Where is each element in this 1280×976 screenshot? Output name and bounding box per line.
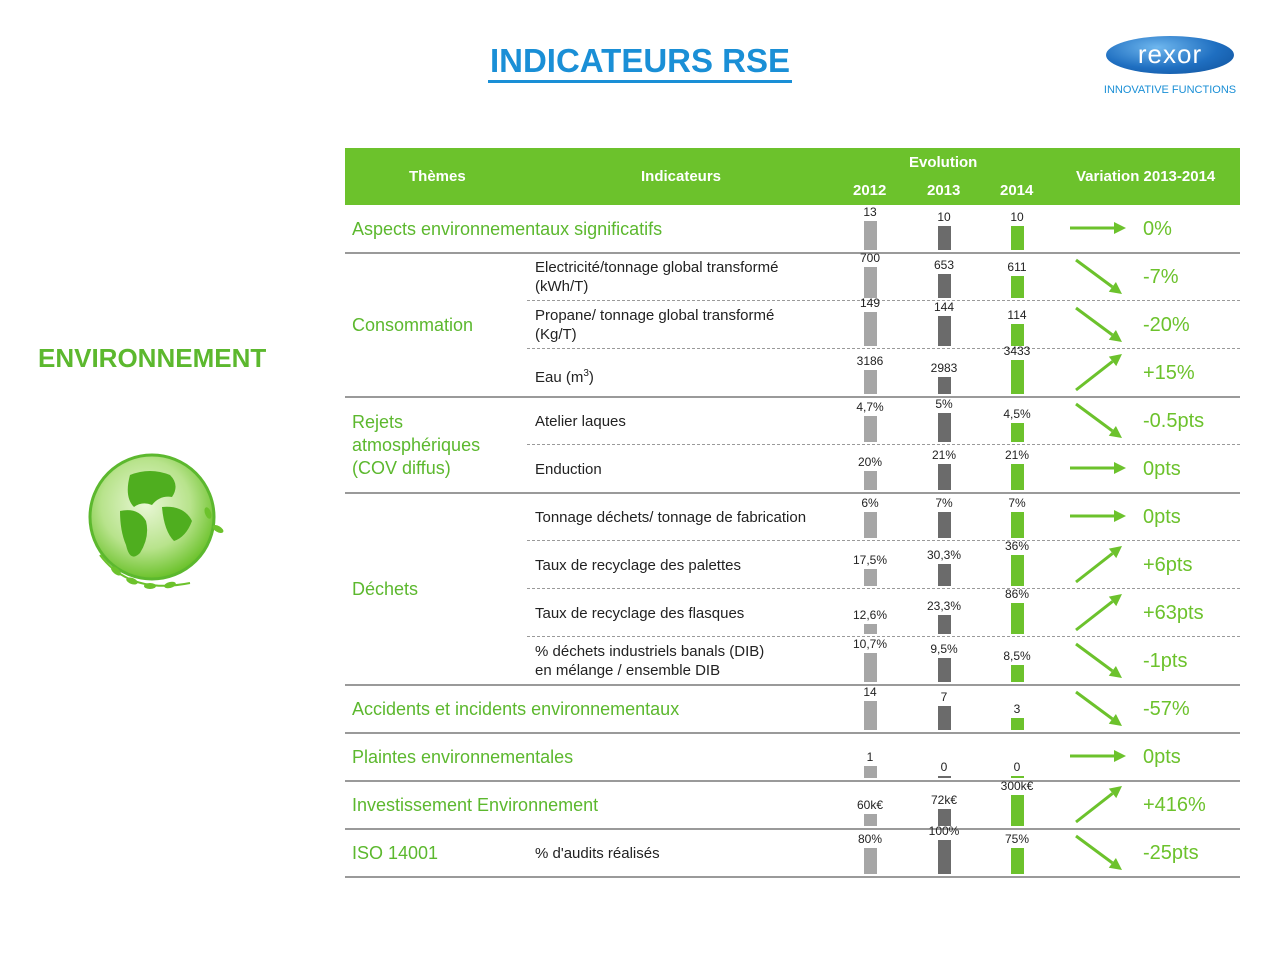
indicator-tonnage-dechets: Tonnage déchets/ tonnage de fabrication bbox=[535, 509, 807, 526]
bar-2012 bbox=[864, 416, 877, 442]
variation-value: -7% bbox=[1143, 266, 1179, 288]
theme-investissement: Investissement Environnement bbox=[352, 795, 599, 815]
variation-value: 0pts bbox=[1143, 746, 1181, 768]
bar-2013 bbox=[938, 316, 951, 346]
trend-down-arrow-icon bbox=[1068, 828, 1130, 884]
indicator-propane-line: Propane/ tonnage global transformé bbox=[535, 307, 775, 324]
bar-2014 bbox=[1011, 603, 1024, 634]
header-themes: Thèmes bbox=[409, 168, 466, 185]
bar-2012 bbox=[864, 221, 877, 250]
theme-accidents: Accidents et incidents environnementaux bbox=[352, 699, 680, 719]
variation-value: -20% bbox=[1143, 314, 1190, 336]
value-2012: 12,6% bbox=[852, 608, 888, 622]
value-2013: 5% bbox=[935, 397, 953, 411]
bar-2014 bbox=[1011, 555, 1024, 586]
value-2012: 4,7% bbox=[856, 400, 884, 414]
value-2012: 13 bbox=[863, 205, 877, 219]
bar-2014 bbox=[1011, 848, 1024, 874]
value-2014: 10 bbox=[1010, 210, 1024, 224]
value-2012: 60k€ bbox=[856, 798, 884, 812]
value-2014: 0 bbox=[1013, 760, 1021, 774]
bar-2012 bbox=[864, 512, 877, 538]
indicator-propane bbox=[535, 306, 845, 344]
value-2014: 300k€ bbox=[1000, 779, 1034, 793]
bar-2013 bbox=[938, 512, 951, 538]
bar-2013 bbox=[938, 776, 951, 778]
indicator-eau: Eau $(m^3)$ bbox=[535, 368, 594, 386]
value-2013: 0 bbox=[940, 760, 948, 774]
value-2012: 149 bbox=[859, 296, 881, 310]
indicator-electricite-line: Electricité/tonnage global transformé bbox=[535, 259, 779, 276]
variation-value: -0.5pts bbox=[1143, 410, 1205, 432]
bar-2014 bbox=[1011, 423, 1024, 442]
bar-2014 bbox=[1011, 324, 1024, 346]
indicator-palettes: Taux de recyclage des palettes bbox=[535, 557, 741, 574]
bar-2012 bbox=[864, 624, 877, 634]
indicator-dib-line: % déchets industriels banals (DIB) bbox=[535, 643, 765, 660]
indicator-dib bbox=[535, 642, 845, 680]
bar-2014 bbox=[1011, 776, 1024, 778]
theme-rejets bbox=[352, 411, 480, 480]
bar-2014 bbox=[1011, 718, 1024, 730]
value-2014: 8,5% bbox=[1003, 649, 1031, 663]
bar-2012 bbox=[864, 653, 877, 682]
value-2013: 21% bbox=[931, 448, 957, 462]
value-2014: 7% bbox=[1008, 496, 1026, 510]
value-2012: 14 bbox=[863, 685, 877, 699]
value-2014: 36% bbox=[1004, 539, 1030, 553]
bar-2012 bbox=[864, 471, 877, 490]
bar-2013 bbox=[938, 413, 951, 442]
value-2012: 20% bbox=[857, 455, 883, 469]
bar-2013 bbox=[938, 840, 951, 874]
value-2014: 75% bbox=[1004, 832, 1030, 846]
indicator-atelier-laques: Atelier laques bbox=[535, 413, 626, 430]
table-header bbox=[345, 148, 1240, 205]
page-title: INDICATEURS RSE bbox=[0, 42, 1280, 80]
theme-rejets-line: atmosphériques bbox=[352, 435, 481, 455]
value-2014: 611 bbox=[1007, 260, 1027, 274]
bar-2012 bbox=[864, 701, 877, 730]
value-2013: 144 bbox=[933, 300, 955, 314]
variation-value: -25pts bbox=[1143, 842, 1199, 864]
bar-2013 bbox=[938, 226, 951, 250]
header-year-2014: 2014 bbox=[1000, 182, 1034, 199]
row-dash-separator bbox=[527, 444, 1240, 445]
theme-iso: ISO 14001 bbox=[352, 843, 439, 863]
theme-rejets-line: Rejets bbox=[352, 412, 404, 432]
bar-2014 bbox=[1011, 512, 1024, 538]
section-title: ENVIRONNEMENT bbox=[38, 343, 267, 373]
bar-2013 bbox=[938, 658, 951, 682]
bar-2013 bbox=[938, 706, 951, 730]
bar-2014 bbox=[1011, 464, 1024, 490]
value-2012: 10,7% bbox=[852, 637, 888, 651]
value-2014: 4,5% bbox=[1003, 407, 1031, 421]
bar-2012 bbox=[864, 814, 877, 826]
indicator-propane-line: (Kg/T) bbox=[535, 326, 577, 343]
value-2013: 10 bbox=[937, 210, 951, 224]
bar-2012 bbox=[864, 370, 877, 394]
bar-2013 bbox=[938, 274, 951, 298]
rexor-logo bbox=[1096, 36, 1244, 100]
value-2014: 21% bbox=[1004, 448, 1030, 462]
value-2013: 30,3% bbox=[926, 548, 962, 562]
indicator-electricite bbox=[535, 258, 845, 296]
bar-2013 bbox=[938, 377, 951, 394]
header-year-2012: 2012 bbox=[853, 182, 887, 199]
indicator-flasques: Taux de recyclage des flasques bbox=[535, 605, 745, 622]
value-2012: 17,5% bbox=[852, 553, 888, 567]
variation-value: 0pts bbox=[1143, 458, 1181, 480]
logo-wordmark: rexor bbox=[1106, 36, 1234, 74]
theme-plaintes: Plaintes environnementales bbox=[352, 747, 574, 767]
theme-dechets: Déchets bbox=[352, 579, 419, 599]
indicator-dib-line: en mélange / ensemble DIB bbox=[535, 662, 721, 679]
globe-leaves-icon bbox=[80, 445, 235, 600]
value-2012: 1 bbox=[866, 750, 874, 764]
value-2013: 7% bbox=[935, 496, 953, 510]
header-year-2013: 2013 bbox=[927, 182, 961, 199]
logo-tagline: INNOVATIVE FUNCTIONS bbox=[1103, 84, 1237, 96]
bar-2014 bbox=[1011, 360, 1024, 394]
value-2014: 114 bbox=[1007, 308, 1027, 322]
theme-consommation: Consommation bbox=[352, 315, 474, 335]
row-dash-separator bbox=[527, 540, 1240, 541]
value-2014: 3 bbox=[1013, 702, 1021, 716]
variation-value: 0pts bbox=[1143, 506, 1181, 528]
value-2012: 3186 bbox=[856, 354, 884, 368]
bar-2013 bbox=[938, 464, 951, 490]
bar-2014 bbox=[1011, 226, 1024, 250]
value-2013: 7 bbox=[940, 690, 948, 704]
variation-value: +6pts bbox=[1143, 554, 1193, 576]
row-dash-separator bbox=[527, 348, 1240, 349]
bar-2013 bbox=[938, 615, 951, 634]
bar-2012 bbox=[864, 766, 877, 778]
header-indicateurs: Indicateurs bbox=[641, 168, 722, 185]
bar-2012 bbox=[864, 267, 877, 298]
indicator-electricite-line: (kWh/T) bbox=[535, 278, 589, 295]
bar-2012 bbox=[864, 569, 877, 586]
value-2013: 2983 bbox=[930, 361, 958, 375]
theme-aspects: Aspects environnementaux significatifs bbox=[352, 219, 663, 239]
value-2012: 6% bbox=[861, 496, 879, 510]
value-2012: 80% bbox=[857, 832, 883, 846]
row-dash-separator bbox=[527, 588, 1240, 589]
value-2014: 3433 bbox=[1003, 344, 1031, 358]
header-evolution: Evolution bbox=[909, 154, 978, 171]
indicator-audits: % d'audits réalisés bbox=[535, 845, 660, 862]
bar-2014 bbox=[1011, 665, 1024, 682]
variation-value: +63pts bbox=[1143, 602, 1204, 624]
value-2013: 9,5% bbox=[930, 642, 958, 656]
theme-rejets-line: (COV diffus) bbox=[352, 458, 451, 478]
value-2013: 100% bbox=[928, 824, 960, 838]
header-variation: Variation 2013-2014 bbox=[1076, 168, 1216, 185]
variation-value: -1pts bbox=[1143, 650, 1188, 672]
bar-2014 bbox=[1011, 276, 1024, 298]
bar-2013 bbox=[938, 564, 951, 586]
value-2013: 653 bbox=[933, 258, 955, 272]
value-2013: 23,3% bbox=[926, 599, 962, 613]
indicator-enduction: Enduction bbox=[535, 461, 602, 478]
value-2014: 86% bbox=[1004, 587, 1030, 601]
bar-2014 bbox=[1011, 795, 1024, 826]
value-2013: 72k€ bbox=[930, 793, 958, 807]
variation-value: -57% bbox=[1143, 698, 1190, 720]
variation-value: 0% bbox=[1143, 218, 1172, 240]
variation-value: +15% bbox=[1143, 362, 1195, 384]
variation-value: +416% bbox=[1143, 794, 1206, 816]
value-2012: 700 bbox=[859, 251, 881, 265]
bar-2012 bbox=[864, 312, 877, 346]
bar-2012 bbox=[864, 848, 877, 874]
